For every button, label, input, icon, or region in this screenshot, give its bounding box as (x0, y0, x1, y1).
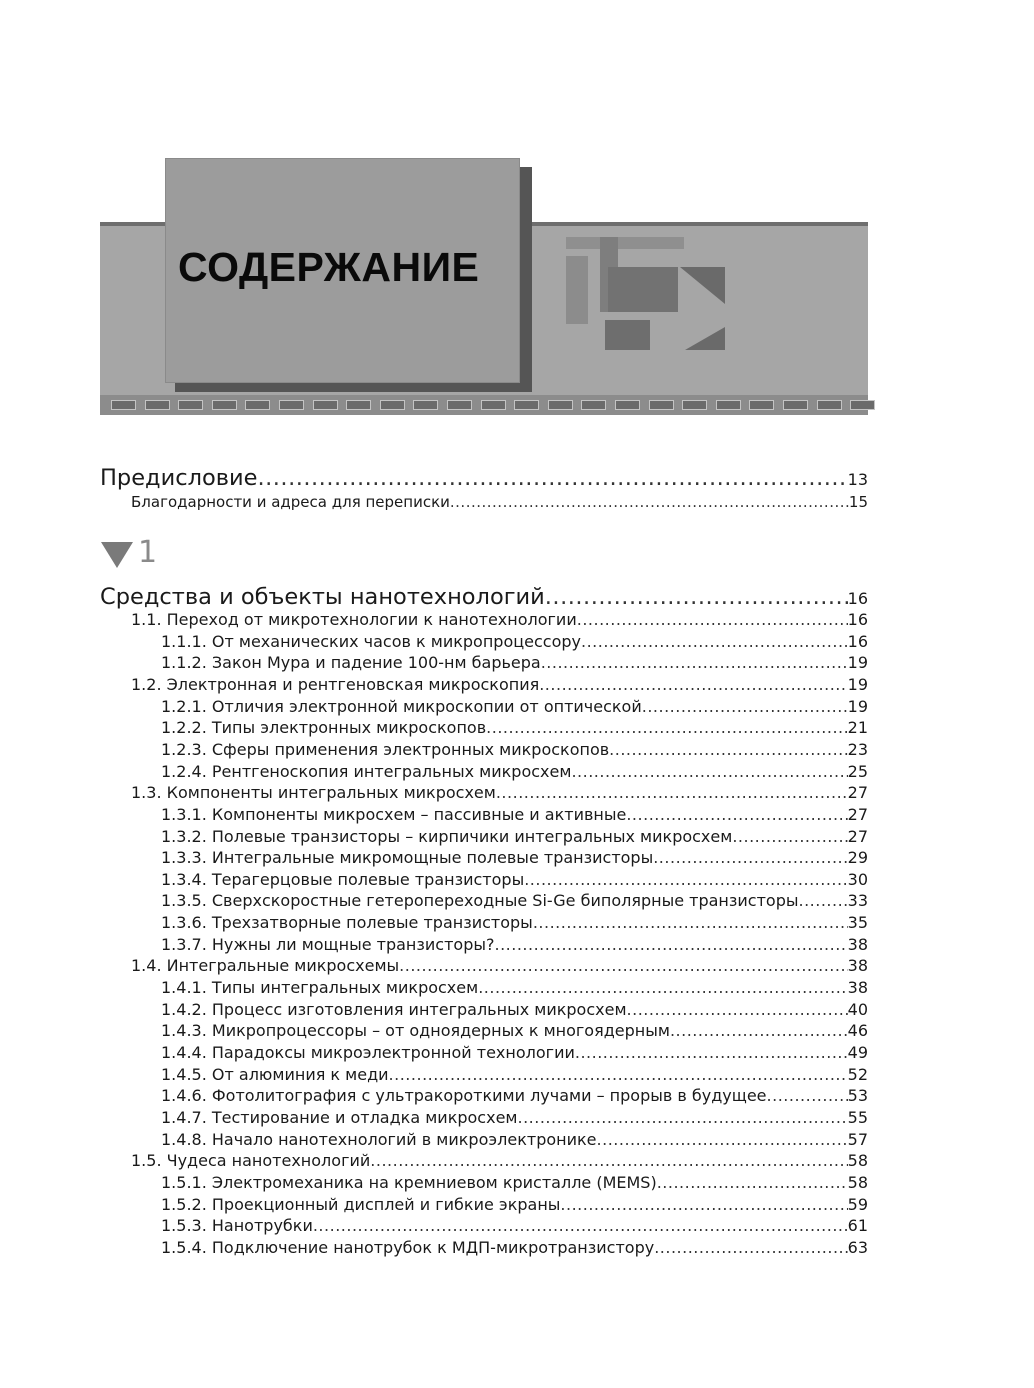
decorative-shapes-icon (560, 232, 730, 357)
banner-dash (380, 400, 405, 410)
leader-dots (627, 1000, 848, 1019)
leader-dots (313, 1216, 848, 1235)
toc-entry-title: 1.2. Электронная и рентгеновская микроскопия (131, 674, 540, 694)
toc-entry-page: 27 (847, 804, 868, 824)
toc-entry-title: 1.5.3. Нанотрубки (161, 1216, 313, 1236)
toc-entry-page: 19 (847, 653, 868, 673)
banner-dash (178, 400, 203, 410)
toc-entry-title: 1.1. Переход от микротехнологии к нанотехнологии (131, 610, 577, 629)
leader-dots (545, 584, 848, 610)
toc-entry-page: 27 (847, 826, 868, 846)
toc-entry-title: 1.4. Интегральные микросхемы (131, 956, 400, 976)
banner-dash (447, 400, 472, 410)
leader-dots (486, 718, 848, 737)
leader-dots (496, 783, 848, 802)
banner-dash (817, 400, 842, 410)
toc-entry-title: Предисловие (100, 465, 258, 491)
toc-entry[interactable] (161, 1108, 868, 1127)
leader-dots (517, 1108, 847, 1127)
toc-entry-title: 1.4.4. Парадоксы микроэлектронной технологии (161, 1043, 575, 1062)
leader-dots (577, 610, 848, 629)
banner-dash (682, 400, 707, 410)
toc-entry-page: 61 (847, 1216, 868, 1236)
toc-entry-page: 19 (847, 696, 868, 716)
banner-dash (413, 400, 438, 410)
banner-dash (481, 400, 506, 410)
leader-dots (524, 870, 847, 889)
leader-dots (494, 935, 847, 954)
banner-dash (346, 400, 371, 410)
toc-entry[interactable] (161, 805, 868, 824)
banner-dash (716, 400, 741, 410)
toc-entry[interactable] (131, 675, 868, 694)
toc-entry[interactable] (161, 1130, 868, 1149)
leader-dots (560, 1195, 847, 1214)
toc-entry-page: 55 (847, 1107, 868, 1127)
banner-dash (279, 400, 304, 410)
banner-dash (548, 400, 573, 410)
toc-entry-title: 1.5. Чудеса нанотехнологий (131, 1151, 371, 1171)
banner-dash (783, 400, 808, 410)
toc-entry[interactable] (161, 913, 868, 932)
toc-entry-title: 1.3.5. Сверхскоростные гетеропереходные Si-Ge биполярные транзисторы (161, 891, 799, 911)
toc-entry-chapter-1[interactable] (100, 584, 868, 610)
chapter-number: 1 (138, 535, 158, 570)
toc-entry-title: 1.2.3. Сферы применения электронных микроскопов (161, 739, 610, 759)
toc-entry-preface[interactable] (100, 465, 868, 491)
leader-dots (581, 632, 848, 651)
toc-entry[interactable] (161, 1021, 868, 1040)
leader-dots (767, 1086, 848, 1105)
toc-entry-title: 1.4.3. Микропроцессоры – от одноядерных к многоядерным (161, 1021, 670, 1041)
toc-entry-page: 38 (847, 956, 868, 976)
toc-entry-acknowledgements[interactable] (131, 493, 868, 511)
leader-dots (597, 1130, 848, 1149)
toc-entry-page: 27 (847, 783, 868, 803)
leader-dots (541, 653, 848, 672)
toc-entry-page: 29 (847, 848, 868, 868)
toc-entry[interactable] (161, 697, 868, 716)
leader-dots (732, 827, 847, 846)
toc-entry[interactable] (131, 1151, 868, 1170)
toc-entry-title: Благодарности и адреса для переписки (131, 493, 450, 511)
leader-dots (798, 891, 847, 910)
toc-entry[interactable] (161, 1195, 868, 1214)
toc-entry-title: 1.4.1. Типы интегральных микросхем (161, 978, 479, 998)
toc-entry[interactable] (161, 718, 868, 737)
toc-entry-page: 16 (847, 631, 868, 651)
toc-entry[interactable] (161, 1065, 868, 1084)
leader-dots (571, 762, 847, 781)
toc-entry-title: 1.4.5. От алюминия к меди (161, 1064, 389, 1084)
toc-entry-page: 52 (847, 1064, 868, 1084)
toc-entry-page: 16 (847, 610, 868, 629)
toc-entry[interactable] (161, 848, 868, 867)
leader-dots (653, 848, 847, 867)
toc-entry-title: 1.4.6. Фотолитография с ультракороткими лучами – прорыв в будущее (161, 1086, 767, 1106)
toc-entry-page: 49 (847, 1043, 868, 1062)
banner-dash (313, 400, 338, 410)
toc-entry-page: 46 (847, 1021, 868, 1041)
toc-entry[interactable] (161, 1043, 868, 1062)
banner-dash (212, 400, 237, 410)
toc-entry[interactable] (161, 827, 868, 846)
banner-dash (581, 400, 606, 410)
banner-dash (749, 400, 774, 410)
toc-entry-title: 1.3.4. Терагерцовые полевые транзисторы (161, 869, 525, 889)
banner-dash (514, 400, 539, 410)
toc-entry-page: 30 (847, 869, 868, 889)
toc-entry[interactable] (161, 653, 868, 672)
leader-dots (478, 978, 847, 997)
toc-entry[interactable] (161, 891, 868, 910)
toc-entry-page: 19 (847, 674, 868, 694)
toc-entry-title: 1.1.2. Закон Мура и падение 100-нм барьера (161, 653, 541, 673)
toc-entry[interactable] (161, 1000, 868, 1019)
toc-entry[interactable] (161, 870, 868, 889)
toc-entry-title: Средства и объекты нанотехнологий (100, 584, 545, 610)
toc-entry-page: 35 (847, 913, 868, 933)
toc-entry-title: 1.1.1. От механических часов к микропроцессору (161, 631, 581, 651)
toc-entry-page: 59 (847, 1194, 868, 1214)
banner-dash (111, 400, 136, 410)
toc-entry-page: 16 (847, 589, 868, 608)
toc-entry-page: 40 (847, 999, 868, 1019)
toc-entry[interactable] (161, 762, 868, 781)
leader-dots (370, 1151, 847, 1170)
toc-entry-page: 23 (847, 739, 868, 759)
leader-dots (257, 465, 847, 491)
leader-dots (642, 697, 848, 716)
toc-entry-page: 25 (847, 761, 868, 781)
toc-entry-page: 21 (847, 718, 868, 738)
toc-entry-title: 1.3.7. Нужны ли мощные транзисторы? (161, 934, 495, 954)
toc-entry[interactable] (131, 956, 868, 975)
leader-dots (657, 1173, 848, 1192)
toc-entry[interactable] (161, 1238, 868, 1257)
toc-entry-page: 33 (847, 891, 868, 911)
toc-entry[interactable] (131, 610, 868, 629)
toc-entry[interactable] (161, 740, 868, 759)
toc-entry-title: 1.5.1. Электромеханика на кремниевом кристалле (MEMS) (161, 1172, 657, 1192)
toc-entry-page: 15 (848, 493, 868, 511)
toc-entry[interactable] (161, 1173, 868, 1192)
toc-entry-title: 1.3. Компоненты интегральных микросхем (131, 783, 496, 803)
banner-dash (245, 400, 270, 410)
banner-dash (145, 400, 170, 410)
toc-entry-title: 1.3.2. Полевые транзисторы – кирпичики интегральных микросхем (161, 826, 733, 846)
toc-entry-page: 13 (847, 470, 868, 489)
toc-entry-title: 1.4.8. Начало нанотехнологий в микроэлектронике (161, 1129, 597, 1149)
toc-entry-title: 1.2.1. Отличия электронной микроскопии от оптической (161, 696, 642, 716)
leader-dots (670, 1021, 848, 1040)
toc-entry-page: 58 (847, 1151, 868, 1171)
banner-dash (850, 400, 875, 410)
banner-dash (615, 400, 640, 410)
leader-dots (389, 1065, 848, 1084)
toc-entry-page: 63 (847, 1237, 868, 1257)
toc-entry-page: 38 (847, 978, 868, 998)
banner-dash (649, 400, 674, 410)
leader-dots (575, 1043, 848, 1062)
toc-entry-page: 38 (847, 934, 868, 954)
toc-entry[interactable] (161, 1086, 868, 1105)
leader-dots (626, 805, 847, 824)
toc-entry[interactable] (161, 1216, 868, 1235)
chapter-triangle-icon (101, 542, 133, 568)
toc-entry-title: 1.5.4. Подключение нанотрубок к МДП-микротранзистору (161, 1237, 655, 1257)
toc-entry[interactable] (161, 978, 868, 997)
toc-entry-title: 1.2.4. Рентгеноскопия интегральных микросхем (161, 761, 572, 781)
toc-entry[interactable] (131, 783, 868, 802)
leader-dots (450, 493, 849, 511)
leader-dots (399, 956, 847, 975)
toc-entry-page: 53 (847, 1086, 868, 1106)
leader-dots (609, 740, 847, 759)
toc-entry[interactable] (161, 935, 868, 954)
toc-entry-title: 1.3.6. Трехзатворные полевые транзисторы (161, 913, 533, 933)
toc-entry-title: 1.4.7. Тестирование и отладка микросхем (161, 1107, 518, 1127)
toc-entry-title: 1.3.1. Компоненты микросхем – пассивные и активные (161, 804, 627, 824)
toc-entry[interactable] (161, 632, 868, 651)
toc-entry-title: 1.3.3. Интегральные микромощные полевые транзисторы (161, 848, 654, 868)
toc-entry-page: 57 (847, 1129, 868, 1149)
toc-entry-title: 1.5.2. Проекционный дисплей и гибкие экраны (161, 1194, 561, 1214)
leader-dots (533, 913, 848, 932)
toc-entry-title: 1.4.2. Процесс изготовления интегральных микросхем (161, 999, 627, 1019)
page-title: СОДЕРЖАНИЕ (178, 244, 480, 290)
leader-dots (539, 675, 847, 694)
toc-entry-page: 58 (847, 1172, 868, 1192)
toc-entry-title: 1.2.2. Типы электронных микроскопов (161, 718, 487, 738)
leader-dots (654, 1238, 847, 1257)
